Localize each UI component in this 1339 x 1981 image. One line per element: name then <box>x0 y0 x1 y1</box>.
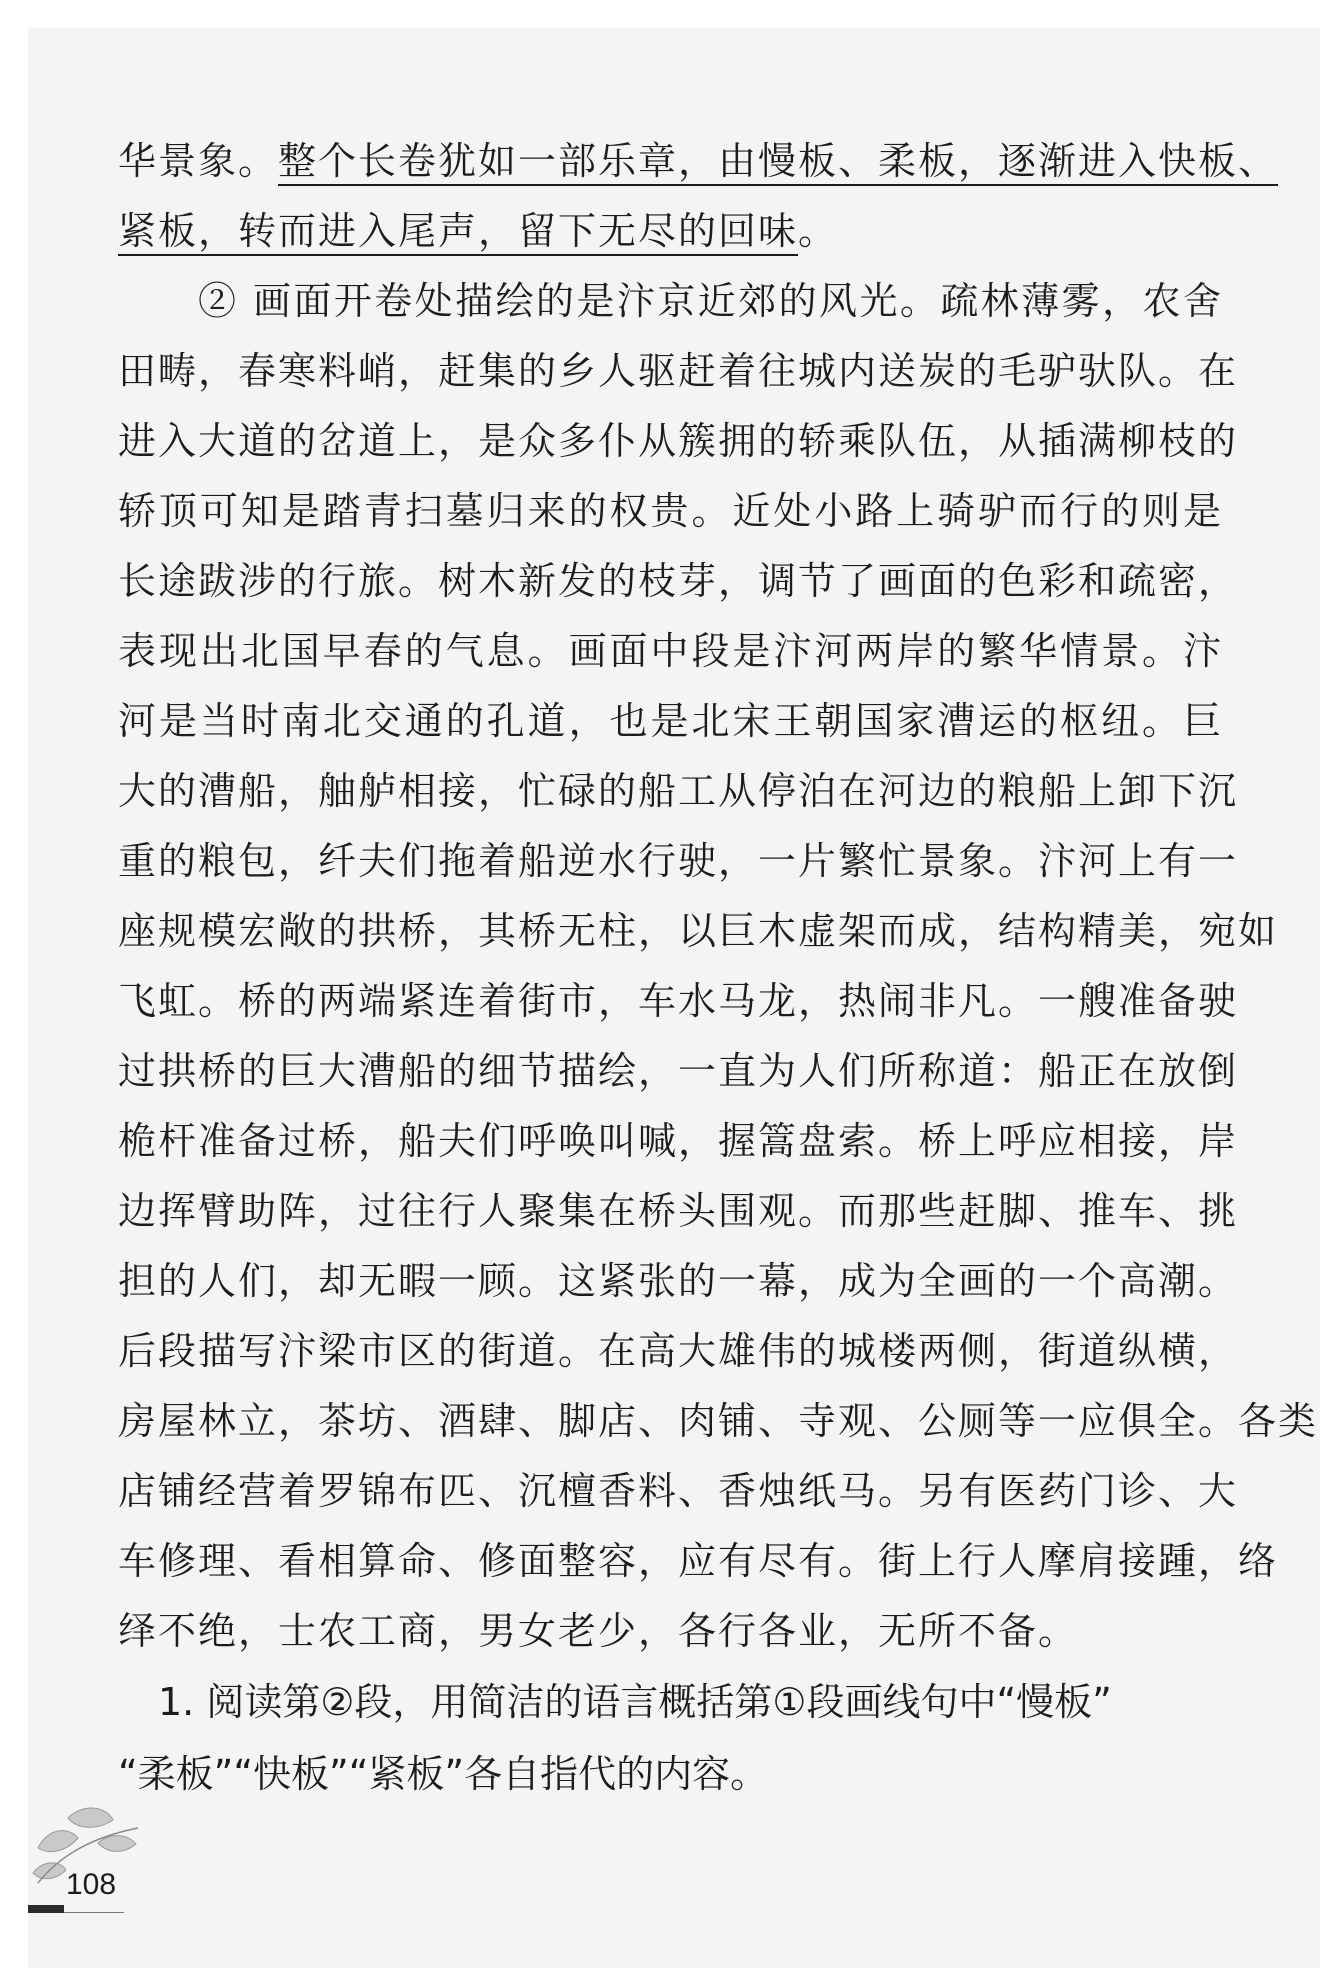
paragraph-2-line: 轿顶可知是踏青扫墓归来的权贵。近处小路上骑驴而行的则是 <box>118 489 1223 533</box>
paragraph-2-line: 桅杆准备过桥，船夫们呼唤叫喊，握篙盘索。桥上呼应相接，岸 <box>118 1119 1239 1163</box>
underlined-sentence-part-1: 整个长卷犹如一部乐章，由慢板、柔板，逐渐进入快板、 <box>278 139 1279 183</box>
paragraph-2-line: 后段描写汴梁市区的街道。在高大雄伟的城楼两侧，街道纵横， <box>118 1329 1239 1373</box>
paragraph-2-line: 过拱桥的巨大漕船的细节描绘，一直为人们所称道：船正在放倒 <box>118 1049 1239 1093</box>
paragraph-2-line: 表现出北国早春的气息。画面中段是汴河两岸的繁华情景。汴 <box>118 629 1223 673</box>
paragraph-2-line: 车修理、看相算命、修面整容，应有尽有。街上行人摩肩接踵，络 <box>118 1539 1279 1583</box>
paragraph-2-line: ② 画面开卷处描绘的是汴京近郊的风光。疏林薄雾，农舍 <box>198 279 1223 323</box>
page-number-rule <box>64 1912 124 1913</box>
question-line-1: 1. 阅读第②段，用简洁的语言概括第①段画线句中“慢板” <box>158 1680 1112 1724</box>
passage-line-1-plain: 华景象。 <box>118 139 279 183</box>
underlined-sentence-part-2: 紧板，转而进入尾声，留下无尽的回味 <box>118 209 799 253</box>
paragraph-2-line: 飞虹。桥的两端紧连着街市，车水马龙，热闹非凡。一艘准备驶 <box>118 979 1239 1023</box>
paragraph-2-line: 房屋林立，茶坊、酒肆、脚店、肉铺、寺观、公厕等一应俱全。各类 <box>118 1399 1319 1443</box>
paragraph-2-line: 进入大道的岔道上，是众多仆从簇拥的轿乘队伍，从插满柳枝的 <box>118 419 1239 463</box>
passage-line-2-plain: 。 <box>798 209 839 253</box>
paragraph-2-line: 河是当时南北交通的孔道，也是北宋王朝国家漕运的枢纽。巨 <box>118 699 1223 743</box>
paragraph-2-line: 店铺经营着罗锦布匹、沉檀香料、香烛纸马。另有医药门诊、大 <box>118 1469 1239 1513</box>
paragraph-2-line: 座规模宏敞的拱桥，其桥无柱，以巨木虚架而成，结构精美，宛如 <box>118 909 1279 953</box>
question-line-2: “柔板”“快板”“紧板”各自指代的内容。 <box>118 1752 769 1796</box>
passage-line-1 <box>118 126 1279 196</box>
passage <box>118 126 1319 1666</box>
paragraph-2-line: 大的漕船，舳舻相接，忙碌的船工从停泊在河边的粮船上卸下沉 <box>118 769 1239 813</box>
paragraph-2-line: 绎不绝，士农工商，男女老少，各行各业，无所不备。 <box>118 1609 1079 1653</box>
paragraph-2-line: 长途跋涉的行旅。树木新发的枝芽，调节了画面的色彩和疏密， <box>118 559 1239 603</box>
page-number: 108 <box>66 1868 117 1901</box>
passage-line-2 <box>118 196 1223 266</box>
paragraph-2-line: 田畴，春寒料峭，赶集的乡人驱赶着往城内送炭的毛驴驮队。在 <box>118 349 1239 393</box>
paragraph-2-line: 重的粮包，纤夫们拖着船逆水行驶，一片繁忙景象。汴河上有一 <box>118 839 1239 883</box>
paragraph-2-line: 担的人们，却无暇一顾。这紧张的一幕，成为全画的一个高潮。 <box>118 1259 1239 1303</box>
question-1 <box>118 1666 1223 1810</box>
paragraph-2-line: 边挥臂助阵，过往行人聚集在桥头围观。而那些赶脚、推车、挑 <box>118 1189 1239 1233</box>
page-number-bar <box>28 1905 64 1913</box>
